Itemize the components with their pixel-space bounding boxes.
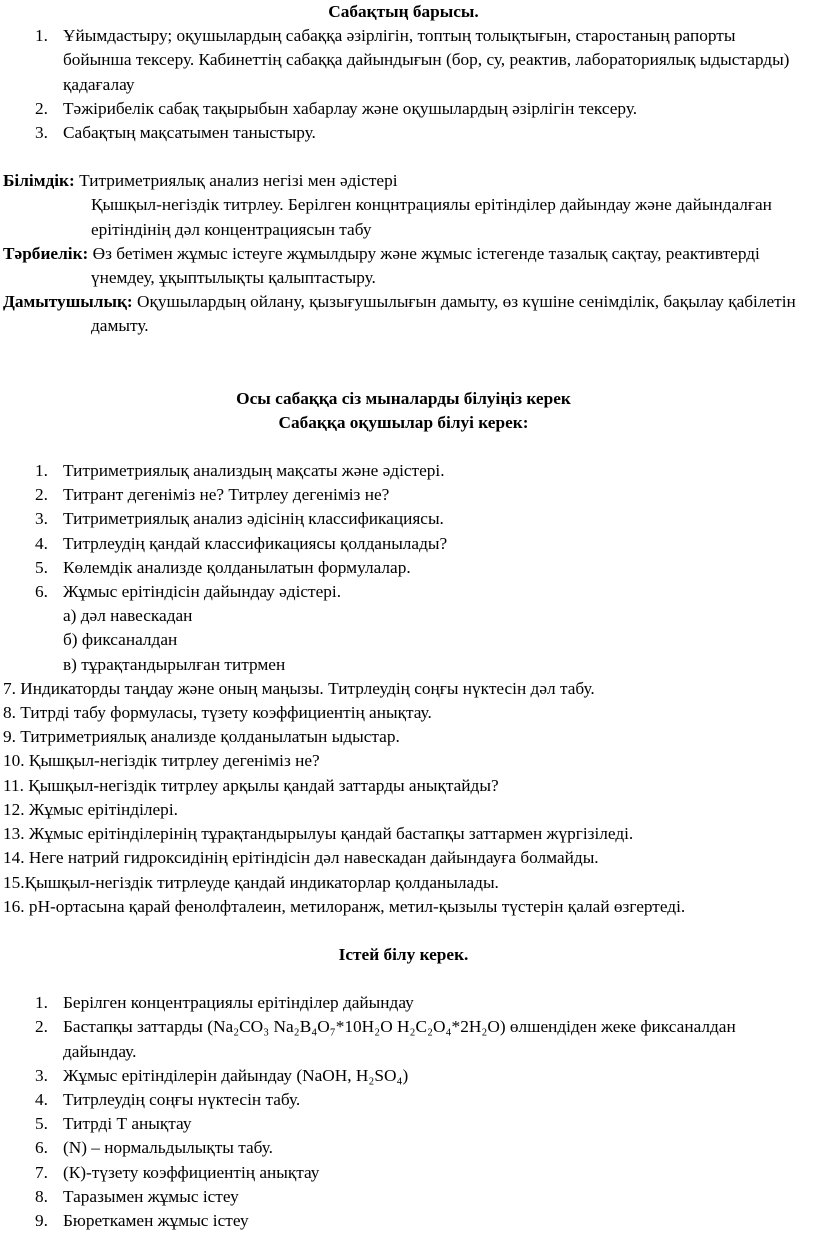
sub-item: в) тұрақтандырылған титрмен [63, 654, 286, 674]
list-item: 7. Индикаторды таңдау және оның маңызы. Титрлеудің соңғы нүктесін дәл табу. [3, 678, 595, 698]
list-item: 4. Титрлеудің соңғы нүктесін табу. [35, 1089, 301, 1109]
list-item: 14. Неге натрий гидроксидінің ерітіндісін дәл навескадан дайындауға болмайды. [3, 848, 599, 868]
list-item: 8. Таразымен жұмыс істеу [35, 1186, 239, 1206]
list-item: 9. Бюреткамен жұмыс істеу [35, 1210, 249, 1230]
list-item: 1. Берілген концентрациялы ерітінділер дайындау [35, 993, 414, 1013]
section3-list [3, 991, 804, 1233]
goal-bilimdik-detail: Қышқыл-негіздік титрлеу. Берілген концнтрациялы ерітінділер дайындау және дайындалған ерітіндінің дәл концентрациясын табу [91, 195, 772, 239]
sub-item: б) фиксаналдан [63, 630, 178, 650]
list-item: 3. Титриметриялық анализ әдісінің классификациясы. [35, 509, 444, 529]
section2-title2: Сабаққа оқушылар білуі керек: [278, 412, 529, 432]
list-item: 11. Қышқыл-негіздік титрлеу арқылы қандай заттарды анықтайды? [3, 775, 499, 795]
section2-list [3, 459, 804, 604]
list-item: 3. Сабақтың мақсатымен таныстыру. [35, 123, 316, 143]
sub-item: а) дәл навескадан [63, 606, 193, 626]
section1-list [3, 24, 804, 145]
list-item: 7. (К)-түзету коэффициентің анықтау [35, 1162, 320, 1182]
list-item: 1. Титриметриялық анализдың мақсаты және әдістері. [35, 461, 445, 481]
goal-bilimdik: Білімдік: Титриметриялық анализ негізі мен әдістері [3, 171, 398, 191]
goal-tarbielik: Тәрбиелік: Өз бетімен жұмыс істеуге жұмылдыру және жұмыс істегенде тазалық сақтау, реактивтерді үнемдеу, ұқыптылықты қалыптастыру. [3, 243, 760, 288]
list-item: 12. Жұмыс ерітінділері. [3, 799, 178, 819]
section3-title: Істей білу керек. [338, 944, 469, 964]
list-item: 5. Титрді Т анықтау [35, 1114, 192, 1134]
goal-damytushylyk: Дамытушылық: Оқушылардың ойлану, қызығушылығын дамыту, өз күшіне сенімділік, бақылау қабілетін дамыту. [3, 292, 796, 336]
list-item: 1. Ұйымдастыру; оқушылардың сабаққа әзірлігін, топтың толықтығын, старостаның рапорты бойынша тексеру. Кабинеттің сабаққа дайындығын (бор, су, реактив, лабораториялық ыдыстарды) қадағалау [35, 26, 790, 94]
list-item: 2. Титрант дегеніміз не? Титрлеу дегеніміз не? [35, 485, 390, 505]
list-item: 5. Көлемдік анализде қолданылатын формулалар. [35, 557, 411, 577]
section1-title: Сабақтың барысы. [328, 2, 479, 21]
list-item: 6. Жұмыс ерітіндісін дайындау әдістері. [35, 582, 342, 602]
list-item: 4. Титрлеудің қандай классификациясы қолданылады? [35, 533, 448, 553]
list-item: 3. Жұмыс ерітінділерін дайындау (NaOH, H₂SO₄) [35, 1065, 409, 1085]
list-item: 8. Титрді табу формуласы, түзету коэффициентің анықтау. [3, 703, 432, 723]
list-item: 2. Бастапқы заттарды (Na₂CO₃ Na₂B₄O₇*10H₂O H₂C₂O₄*2H₂O) өлшендіден жеке фиксаналдан дайындау. [35, 1017, 736, 1061]
list-item: 10. Қышқыл-негіздік титрлеу дегеніміз не? [3, 751, 320, 771]
list-item: 15.Қышқыл-негіздік титрлеуде қандай индикаторлар қолданылады. [3, 872, 499, 892]
goals-block [3, 169, 804, 338]
section2-title1: Осы сабаққа сіз мыналарды білуіңіз керек [236, 388, 571, 408]
list-item: 9. Титриметриялық анализде қолданылатын ыдыстар. [3, 727, 400, 747]
list-item: 16. рН-ортасына қарай фенолфталеин, метилоранж, метил-қызылы түстерін қалай өзгертеді. [3, 896, 686, 916]
list-item: 6. (N) – нормальдылықты табу. [35, 1138, 273, 1158]
list-item: 2. Тәжірибелік сабақ тақырыбын хабарлау және оқушылардың әзірлігін тексеру. [35, 98, 638, 118]
list-item: 13. Жұмыс ерітінділерінің тұрақтандырылуы қандай бастапқы заттармен жүргізіледі. [3, 824, 634, 844]
